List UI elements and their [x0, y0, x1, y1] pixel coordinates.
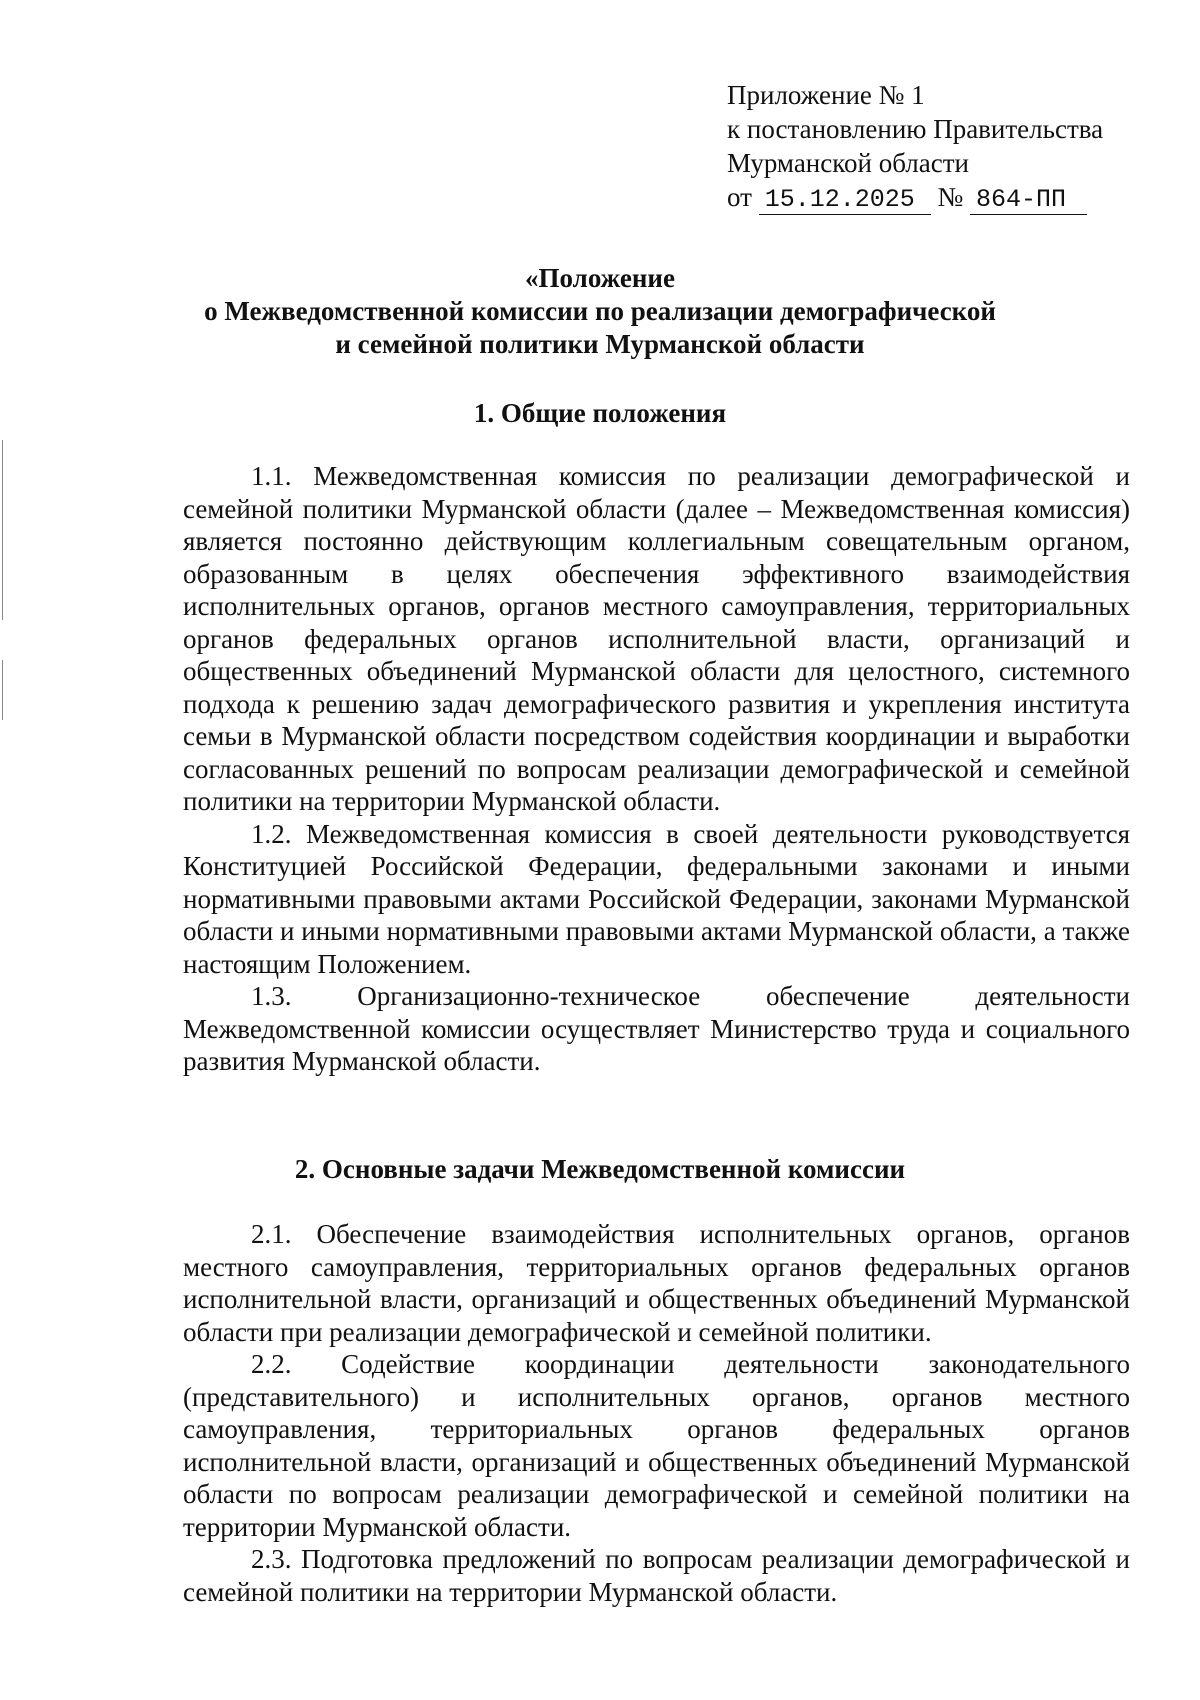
title-line-2: о Межведомственной комиссии по реализации демографической — [204, 296, 996, 326]
number-label: № — [937, 182, 964, 212]
section-1-body — [183, 460, 1130, 1078]
section-2-heading: 2. Основные задачи Межведомственной комиссии — [294, 1154, 906, 1184]
title-line-1: «Положение — [525, 263, 675, 293]
paragraph-2-1: 2.1. Обеспечение взаимодействия исполнительных органов, органов местного самоуправления, территориальных органов федеральных органов исполнительной власти, организаций и общественных объединений Мурманской области при реализации демографической и семейной политики. — [183, 1219, 1130, 1347]
attachment-block — [727, 78, 1103, 215]
paragraph-2-3: 2.3. Подготовка предложений по вопросам реализации демографической и семейной политики на территории Мурманской области. — [183, 1544, 1130, 1607]
paragraph-1-2: 1.2. Межведомственная комиссия в своей деятельности руководствуется Конституцией Российской Федерации, федеральными законами и иными нормативными правовыми актами Российской Федерации, законами Мурманской области и иными нормативными правовыми актами Мурманской области, а также настоящим Положением. — [183, 818, 1130, 979]
attachment-line-3: Мурманской области — [727, 148, 969, 178]
attachment-line-1: Приложение № 1 — [727, 80, 925, 110]
section-1-heading: 1. Общие положения — [473, 398, 727, 428]
attachment-date-line — [727, 180, 1103, 215]
section-2-body — [183, 1218, 1130, 1608]
attachment-line-2: к постановлению Правительства — [727, 114, 1104, 144]
scan-edge-mark — [2, 660, 3, 720]
paragraph-2-2: 2.2. Содействие координации деятельности законодательного (представительного) и исполнительных органов, органов местного самоуправления, территориальных органов федеральных органов исполнительной власти, организаций и общественных объединений Мурманской области по вопросам реализации демографической и семейной политики на территории Мурманской области. — [183, 1349, 1130, 1542]
title-line-3: и семейной политики Мурманской области — [335, 329, 865, 359]
paragraph-1-1: 1.1. Межведомственная комиссия по реализации демографической и семейной политики Мурманской области (далее – Межведомственная комиссия) является постоянно действующим коллегиальным совещательным органом, образованным в целях обеспечения эффективного взаимодействия исполнительных органов, органов местного самоуправления, территориальных органов федеральных органов исполнительной власти, организаций и общественных объединений Мурманской области для целостного, системного подхода к решению задач демографического развития и укрепления института семьи в Мурманской области посредством содействия координации и выработки согласованных решений по вопросам реализации демографической и семейной политики на территории Мурманской области. — [183, 461, 1130, 816]
document-title — [0, 262, 1200, 361]
resolution-date: 15.12.2025 — [759, 186, 931, 215]
paragraph-1-3: 1.3. Организационно-техническое обеспечение деятельности Межведомственной комиссии осуществляет Министерство труда и социального развития Мурманской области. — [183, 981, 1130, 1076]
from-label: от — [727, 182, 752, 212]
scan-edge-mark — [2, 440, 3, 620]
resolution-number: 864-ПП — [970, 186, 1087, 215]
